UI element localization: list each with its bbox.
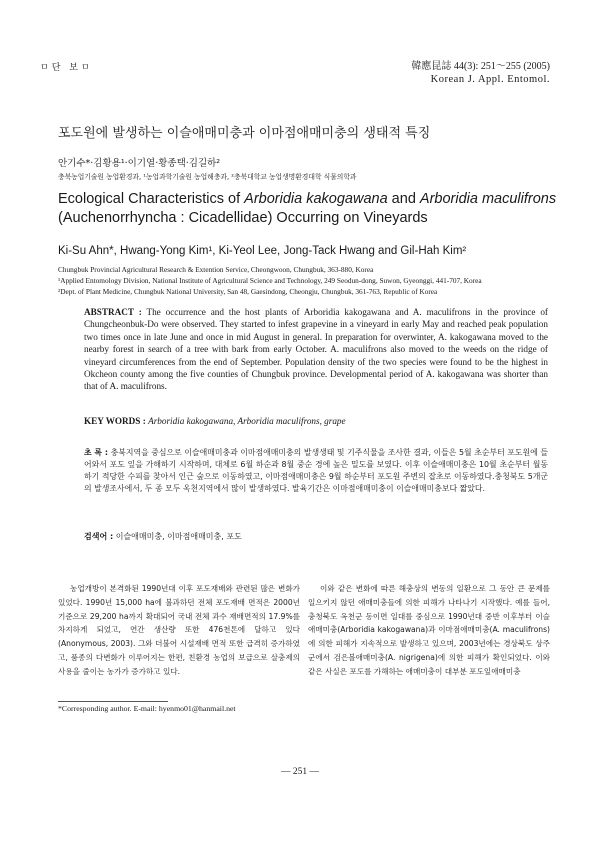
affiliation-1: Chungbuk Provincial Agricultural Research & Extention Service, Cheongwoon, Chungbuk, 363-880, Korea	[58, 265, 374, 274]
body-paragraph: 농업개방이 본격화된 1990년대 이후 포도재배와 관련된 많은 변화가 있었다. 1990년 15,000 ha에 불과하던 전체 포도재배 면적은 2000년 기준으로 29,200 ha까지 확대되어 국내 전체 과수 재배면적의 17.9%를 차지하게 되었고, 연간 생산량 또한 476천톤에 달하고 있다(Anonymous, 2003). 그와 더불어 시설재배 면적 또한 급격히 증가하였고, 품종의 다변화가 이루어지는 한편, 친환경 농업의 보급으로 살충제의 사용을 줄이는 농가가 증가하고 있다.	[58, 584, 300, 676]
english-authors: Ki-Su Ahn*, Hwang-Yong Kim¹, Ki-Yeol Lee, Jong-Tack Hwang and Gil-Hah Kim²	[58, 245, 467, 257]
body-paragraph: 이와 같은 변화에 따른 해충상의 변동의 일환으로 그 동안 큰 문제를 일으키지 않던 애매미충들에 의한 피해가 나타나기 시작했다. 예를 들어, 충청북도 옥천군 동이면 일대를 중심으로 1990년대 중반 이후부터 이슬애매미충(Arboridia kakogawana)과 이마점애매미충(A. maculifrons)에 의한 피해가 지속적으로 발생하고 있으며, 2003년에는 경상북도 상주군에서 검은볼애매미충(A. nigrigena)에 의한 피해가 확인되었다. 이와 같은 사실은 포도를 가해하는 애매미충이 대부분 포도잎애매미충	[308, 584, 550, 676]
korean-title: 포도원에 발생하는 이슬애매미충과 이마점애매미충의 생태적 특징	[58, 126, 431, 141]
english-title-part: Ecological Characteristics of	[58, 191, 245, 207]
journal-line-english: Korean J. Appl. Entomol.	[430, 74, 550, 85]
footnote-divider	[58, 701, 168, 702]
journal-citation	[411, 60, 550, 86]
korean-abstract-text: 충북지역을 중심으로 이슬애매미충과 이마점애매미충의 발생생태 및 기주식물을 조사한 결과, 이들은 5월 초순부터 포도원에 들어와서 포도 잎을 가해하기 시작하며, 대체로 6월 하순과 8월 중순 경에 높은 밀도를 보였다. 이후 이슬애매미충은 10월 초순부터 월동하기 적당한 수피를 찾아서 인근 숲으로 이동하였고, 이마점애매미충은 9월 하순부터 포도원 주변의 잡초로 이동하였다.충청북도 5개군의 발생조사에서, 두 종 모두 옥천지역에서 많이 발생하였다. 발육기간은 이마점애매미충이 이슬애매미충보다 짧았다.	[84, 448, 548, 494]
korean-authors: 안기수*·김황용¹·이기열·황종택·김길하²	[58, 158, 221, 169]
english-title-species-2: Arboridia maculifrons	[419, 191, 557, 207]
abstract	[84, 306, 548, 393]
abstract-label: ABSTRACT :	[84, 307, 142, 317]
korean-keywords-label: 검색어 :	[84, 532, 114, 541]
english-title-part: (Auchenorrhyncha : Cicadellidae) Occurring on Vineyards	[58, 210, 428, 226]
keywords	[84, 416, 548, 426]
keywords-text: Arboridia kakogawana, Arboridia maculifrons, grape	[148, 416, 346, 426]
section-label: ㅁ단 보ㅁ	[40, 63, 93, 73]
journal-line-korean: 韓應昆誌 44(3): 251～255 (2005)	[411, 61, 550, 72]
korean-keywords-text: 이슬애매미충, 이마점애매미충, 포도	[115, 532, 242, 541]
english-affiliations	[58, 264, 558, 298]
keywords-label: KEY WORDS :	[84, 416, 146, 426]
korean-affiliation: 충북농업기술원 농업환경과, ¹농업과학기술원 농업해충과, ²충북대학교 농업생명환경대학 식물의학과	[58, 173, 357, 181]
english-title-part: and	[387, 191, 420, 207]
affiliation-3: ²Dept. of Plant Medicine, Chungbuk National University, San 48, Gaesindong, Cheongju, Chungbuk, 361-763, Republic of Korea	[58, 287, 438, 297]
body-column-left	[58, 582, 300, 679]
english-title-species-1: Arboridia kakogawana	[244, 191, 388, 207]
english-title	[58, 190, 558, 228]
korean-abstract	[84, 447, 548, 495]
page-number: — 251 —	[281, 767, 319, 777]
corresponding-author-footnote: *Corresponding author. E-mail: hyenmo01@hanmail.net	[58, 704, 236, 713]
korean-abstract-label: 초 록 :	[84, 448, 109, 457]
korean-keywords	[84, 531, 548, 542]
body-column-right	[308, 582, 550, 679]
affiliation-2: ¹Applied Entomology Division, National Institute of Agricultural Science and Technology, 249 Seodun-dong, Suwon, Gyeonggi, 441-707, Korea	[58, 276, 482, 286]
abstract-text: The occurrence and the host plants of Arboridia kakogawana and A. maculifrons in the province of Chungcheonbuk-Do were observed. They started to infest grapevine in a vineyard in early May and reached peak population two times once in late June and once in mid August in general. In preparation for overwinter, A. kakogawana moved to the nearby forest in search of a tree with bark from early October. A. maculifrons also moved to the weeds on the ridge of vineyard circumferences from the end of September. Population density of the two species were found to be the highest in Okcheon county among the five counties of Chungbuk province. Developmental period of A. kakogawana was shorter than that of A. maculifrons.	[84, 307, 548, 392]
